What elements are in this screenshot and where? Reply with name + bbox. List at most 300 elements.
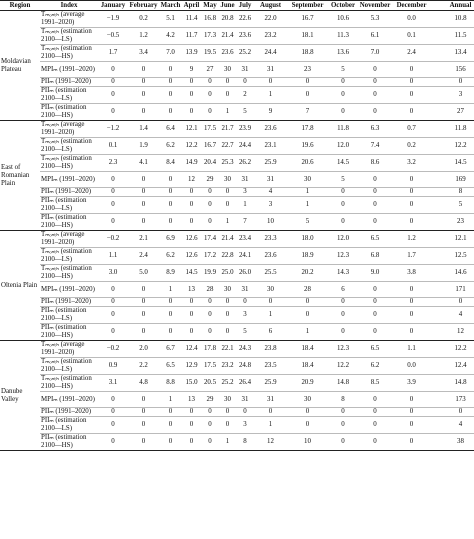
value-cell: 0	[128, 188, 159, 197]
value-cell: 17.5	[201, 121, 219, 138]
index-label: Tₘₒₙₜₕ (average 1991–2020)	[40, 341, 98, 358]
value-cell: 12.4	[431, 358, 474, 375]
value-cell: 18.4	[287, 341, 328, 358]
value-cell: 0	[98, 188, 128, 197]
value-cell: 2.4	[128, 248, 159, 265]
value-cell: 24.4	[236, 138, 254, 155]
value-cell: 23.9	[236, 121, 254, 138]
table-row	[0, 408, 474, 417]
value-cell: 5	[236, 104, 254, 121]
value-cell: 0	[219, 324, 236, 341]
table-row	[0, 87, 474, 104]
value-cell: 0	[287, 307, 328, 324]
column-header: January	[98, 1, 128, 11]
value-cell: 0	[98, 62, 128, 78]
value-cell: 14.5	[328, 155, 358, 172]
value-cell: 25.3	[219, 155, 236, 172]
value-cell: 25.2	[219, 375, 236, 392]
index-label: PIIₘ (estimation 2100—HS)	[40, 434, 98, 451]
value-cell: 0	[358, 78, 392, 87]
value-cell: 13.9	[182, 45, 201, 62]
value-cell: 11.8	[328, 121, 358, 138]
index-label: PIIₘ (estimation 2100—HS)	[40, 104, 98, 121]
value-cell: 25.0	[219, 265, 236, 282]
value-cell: 20.6	[287, 155, 328, 172]
value-cell: 0	[392, 87, 431, 104]
value-cell: 18.0	[287, 231, 328, 248]
value-cell: 0	[219, 87, 236, 104]
value-cell: 26.0	[236, 265, 254, 282]
table-row	[0, 248, 474, 265]
value-cell: 16.8	[201, 11, 219, 28]
value-cell: 6.2	[159, 248, 182, 265]
value-cell: 4.1	[128, 155, 159, 172]
index-label: MPIₘ (1991–2020)	[40, 392, 98, 408]
value-cell: 0	[98, 417, 128, 434]
value-cell: 20.9	[287, 375, 328, 392]
value-cell: 0	[328, 197, 358, 214]
column-header: July	[236, 1, 254, 11]
value-cell: 23.4	[236, 231, 254, 248]
value-cell: 0	[287, 298, 328, 307]
value-cell: 0	[219, 408, 236, 417]
table-row	[0, 62, 474, 78]
table-body	[0, 11, 474, 451]
value-cell: 30	[287, 172, 328, 188]
value-cell: 0	[328, 104, 358, 121]
value-cell: 0	[159, 434, 182, 451]
value-cell: 0	[287, 78, 328, 87]
value-cell: 17.8	[201, 341, 219, 358]
value-cell: 2.3	[98, 155, 128, 172]
value-cell: 0	[236, 78, 254, 87]
value-cell: 0	[159, 87, 182, 104]
value-cell: 18.8	[287, 45, 328, 62]
value-cell: 0	[128, 298, 159, 307]
column-header: September	[287, 1, 328, 11]
value-cell: 6	[254, 324, 287, 341]
table-row	[0, 307, 474, 324]
value-cell: 1	[287, 188, 328, 197]
value-cell: 0	[128, 324, 159, 341]
value-cell: 0	[392, 307, 431, 324]
value-cell: 3.1	[98, 375, 128, 392]
value-cell: 0	[328, 408, 358, 417]
column-header: August	[254, 1, 287, 11]
value-cell: 0	[287, 408, 328, 417]
value-cell: 3.2	[392, 155, 431, 172]
index-label: PIIₘ (estimation 2100—HS)	[40, 324, 98, 341]
value-cell: 12.1	[182, 121, 201, 138]
value-cell: 11.8	[431, 121, 474, 138]
value-cell: 6.5	[358, 341, 392, 358]
value-cell: 12	[254, 434, 287, 451]
value-cell: 5	[328, 62, 358, 78]
value-cell: 12.1	[431, 231, 474, 248]
value-cell: 12.0	[328, 138, 358, 155]
value-cell: 8.8	[159, 375, 182, 392]
value-cell: 0	[98, 307, 128, 324]
value-cell: 22.7	[219, 138, 236, 155]
value-cell: 17.3	[201, 28, 219, 45]
value-cell: 29	[201, 172, 219, 188]
value-cell: 0	[159, 417, 182, 434]
region-name: Danube Valley	[0, 341, 40, 451]
value-cell: 0	[159, 307, 182, 324]
value-cell: 0	[287, 87, 328, 104]
index-label: Tₘₒₙₜₕ (estimation 2100—HS)	[40, 45, 98, 62]
value-cell: 18.9	[287, 248, 328, 265]
value-cell: 24.4	[254, 45, 287, 62]
value-cell: 19.6	[287, 138, 328, 155]
index-label: Tₘₒₙₜₕ (estimation 2100—HS)	[40, 155, 98, 172]
value-cell: 0	[358, 172, 392, 188]
value-cell: 0	[182, 434, 201, 451]
value-cell: 12	[431, 324, 474, 341]
value-cell: 22.8	[219, 248, 236, 265]
value-cell: 0	[128, 172, 159, 188]
value-cell: 7.0	[159, 45, 182, 62]
value-cell: 12	[182, 172, 201, 188]
value-cell: 18.1	[287, 28, 328, 45]
value-cell: 0	[236, 408, 254, 417]
value-cell: 1.9	[128, 138, 159, 155]
value-cell: 156	[431, 62, 474, 78]
value-cell: 0	[159, 408, 182, 417]
table-row	[0, 417, 474, 434]
value-cell: 12.3	[328, 341, 358, 358]
value-cell: −1.9	[98, 11, 128, 28]
column-header: February	[129, 2, 158, 9]
value-cell: 1	[219, 104, 236, 121]
column-header: Annual	[431, 1, 474, 11]
index-label: MPIₘ (1991–2020)	[40, 62, 98, 78]
table-row	[0, 197, 474, 214]
value-cell: 0	[431, 298, 474, 307]
value-cell: 0	[392, 408, 431, 417]
value-cell: 0	[159, 214, 182, 231]
value-cell: 19.5	[201, 45, 219, 62]
value-cell: 23.6	[254, 248, 287, 265]
value-cell: 5.1	[159, 11, 182, 28]
value-cell: 0	[159, 104, 182, 121]
index-label: PIIₘ (estimation 2100—LS)	[40, 417, 98, 434]
value-cell: 0	[392, 78, 431, 87]
value-cell: 1	[159, 392, 182, 408]
value-cell: 30	[219, 62, 236, 78]
value-cell: 11.5	[431, 28, 474, 45]
value-cell: 1	[254, 87, 287, 104]
value-cell: 0	[392, 282, 431, 298]
value-cell: 173	[431, 392, 474, 408]
value-cell: 0	[328, 188, 358, 197]
value-cell: 21.7	[219, 121, 236, 138]
value-cell: 20.8	[219, 11, 236, 28]
region-name: Moldavian Plateau	[0, 11, 40, 121]
value-cell: 0	[219, 197, 236, 214]
value-cell: 0	[128, 214, 159, 231]
value-cell: 1	[287, 324, 328, 341]
value-cell: 3	[254, 197, 287, 214]
value-cell: 0	[328, 324, 358, 341]
value-cell: 1.7	[392, 248, 431, 265]
value-cell: 0	[392, 324, 431, 341]
value-cell: 1	[254, 307, 287, 324]
value-cell: 6.2	[358, 358, 392, 375]
value-cell: −0.5	[98, 28, 128, 45]
value-cell: 2.1	[128, 231, 159, 248]
table-row	[0, 78, 474, 87]
value-cell: 0	[431, 408, 474, 417]
value-cell: 6.8	[358, 248, 392, 265]
table-row	[0, 375, 474, 392]
value-cell: 12.9	[182, 358, 201, 375]
value-cell: 0	[98, 87, 128, 104]
value-cell: 169	[431, 172, 474, 188]
value-cell: 29	[201, 392, 219, 408]
index-label: Tₘₒₙₜₕ (average 1991–2020)	[40, 121, 98, 138]
value-cell: 23.2	[254, 28, 287, 45]
value-cell: 0	[219, 298, 236, 307]
value-cell: 0	[392, 172, 431, 188]
value-cell: 16.7	[287, 11, 328, 28]
value-cell: 1.7	[98, 45, 128, 62]
value-cell: 0	[201, 307, 219, 324]
value-cell: 0	[236, 298, 254, 307]
value-cell: 0	[159, 298, 182, 307]
index-label: PIIₘ (estimation 2100—LS)	[40, 197, 98, 214]
table-row	[0, 11, 474, 28]
value-cell: 0	[128, 62, 159, 78]
value-cell: 30	[219, 392, 236, 408]
value-cell: 38	[431, 434, 474, 451]
table-row	[0, 282, 474, 298]
value-cell: 0	[392, 62, 431, 78]
value-cell: 0	[254, 298, 287, 307]
value-cell: 0	[98, 214, 128, 231]
value-cell: 0	[219, 417, 236, 434]
value-cell: 14.6	[431, 265, 474, 282]
value-cell: 3	[431, 87, 474, 104]
value-cell: 2.4	[392, 45, 431, 62]
value-cell: 10.8	[431, 11, 474, 28]
table-row	[0, 155, 474, 172]
value-cell: 6.1	[358, 28, 392, 45]
value-cell: 0	[358, 307, 392, 324]
value-cell: 0	[201, 417, 219, 434]
value-cell: 25.9	[254, 375, 287, 392]
value-cell: 0	[328, 214, 358, 231]
value-cell: 3	[236, 417, 254, 434]
value-cell: 0	[431, 78, 474, 87]
value-cell: 3.0	[98, 265, 128, 282]
value-cell: 0	[98, 392, 128, 408]
value-cell: 4.2	[159, 28, 182, 45]
value-cell: 0	[201, 298, 219, 307]
table-row	[0, 324, 474, 341]
value-cell: 17.4	[201, 231, 219, 248]
value-cell: 0	[98, 172, 128, 188]
value-cell: 0	[328, 417, 358, 434]
value-cell: 13.6	[328, 45, 358, 62]
value-cell: 31	[236, 172, 254, 188]
value-cell: 0	[328, 78, 358, 87]
value-cell: 14.9	[182, 155, 201, 172]
value-cell: 4.8	[128, 375, 159, 392]
table-row	[0, 138, 474, 155]
value-cell: 0	[254, 408, 287, 417]
value-cell: 13	[182, 392, 201, 408]
value-cell: 8.4	[159, 155, 182, 172]
value-cell: 28	[201, 282, 219, 298]
value-cell: 13.4	[431, 45, 474, 62]
value-cell: 0	[219, 78, 236, 87]
value-cell: 23	[431, 214, 474, 231]
value-cell: 0	[328, 87, 358, 104]
value-cell: 23.8	[254, 341, 287, 358]
value-cell: 23.2	[219, 358, 236, 375]
value-cell: 0	[128, 197, 159, 214]
value-cell: 0	[182, 307, 201, 324]
value-cell: 8	[328, 392, 358, 408]
value-cell: 0	[201, 78, 219, 87]
column-header: November	[359, 2, 391, 9]
value-cell: 0	[128, 392, 159, 408]
value-cell: 20.5	[201, 375, 219, 392]
value-cell: 0	[392, 417, 431, 434]
value-cell: 31	[236, 282, 254, 298]
value-cell: 5	[287, 214, 328, 231]
value-cell: 7	[287, 104, 328, 121]
value-cell: 0	[159, 172, 182, 188]
table-row	[0, 392, 474, 408]
value-cell: 1	[254, 417, 287, 434]
value-cell: 0	[182, 104, 201, 121]
value-cell: 0	[358, 282, 392, 298]
column-header: October	[328, 1, 358, 11]
value-cell: 2.0	[128, 341, 159, 358]
value-cell: 17.2	[201, 248, 219, 265]
value-cell: 0	[182, 188, 201, 197]
value-cell: 12.2	[328, 358, 358, 375]
value-cell: 12.3	[328, 248, 358, 265]
value-cell: 0	[392, 104, 431, 121]
value-cell: 0	[201, 87, 219, 104]
value-cell: 6	[328, 282, 358, 298]
value-cell: 1.2	[392, 231, 431, 248]
index-label: PIIₘ (estimation 2100—LS)	[40, 307, 98, 324]
column-header: March	[160, 2, 181, 9]
table-row	[0, 298, 474, 307]
table-row	[0, 172, 474, 188]
index-label: PIIₘ (1991–2020)	[40, 408, 98, 417]
value-cell: 20.2	[287, 265, 328, 282]
value-cell: 17.8	[287, 121, 328, 138]
value-cell: 0	[219, 307, 236, 324]
column-header: May	[201, 1, 219, 11]
index-label: Tₘₒₙₜₕ (average 1991–2020)	[40, 11, 98, 28]
value-cell: 0	[128, 307, 159, 324]
value-cell: 31	[254, 172, 287, 188]
index-label: Tₘₒₙₜₕ (estimation 2100—HS)	[40, 265, 98, 282]
value-cell: 0	[358, 392, 392, 408]
value-cell: 6.5	[358, 231, 392, 248]
value-cell: 24.3	[236, 341, 254, 358]
value-cell: 0	[182, 87, 201, 104]
value-cell: 9	[254, 104, 287, 121]
column-header: Region	[0, 1, 40, 11]
value-cell: 17.5	[201, 358, 219, 375]
index-label: Tₘₒₙₜₕ (estimation 2100—LS)	[40, 358, 98, 375]
value-cell: 2.2	[128, 358, 159, 375]
value-cell: 0	[358, 408, 392, 417]
value-cell: 4	[254, 188, 287, 197]
value-cell: 2	[236, 87, 254, 104]
header-row	[0, 1, 474, 11]
value-cell: 0	[159, 62, 182, 78]
value-cell: 5	[431, 197, 474, 214]
value-cell: 0	[128, 104, 159, 121]
value-cell: 1.4	[128, 121, 159, 138]
value-cell: 0	[287, 417, 328, 434]
value-cell: 27	[201, 62, 219, 78]
value-cell: 6.3	[358, 121, 392, 138]
value-cell: 0.9	[98, 358, 128, 375]
value-cell: 12.2	[182, 138, 201, 155]
value-cell: 31	[254, 62, 287, 78]
index-label: PIIₘ (estimation 2100—HS)	[40, 214, 98, 231]
value-cell: 25.9	[254, 155, 287, 172]
index-label: PIIₘ (1991–2020)	[40, 298, 98, 307]
value-cell: 6.9	[159, 231, 182, 248]
value-cell: 5	[236, 324, 254, 341]
index-label: Tₘₒₙₜₕ (estimation 2100—HS)	[40, 375, 98, 392]
table-row	[0, 214, 474, 231]
value-cell: 0	[392, 188, 431, 197]
value-cell: 0	[201, 324, 219, 341]
value-cell: 0	[182, 197, 201, 214]
value-cell: 26.2	[236, 155, 254, 172]
value-cell: 0	[358, 62, 392, 78]
value-cell: 7	[236, 214, 254, 231]
value-cell: 8	[431, 188, 474, 197]
value-cell: 30	[219, 172, 236, 188]
value-cell: 0	[201, 188, 219, 197]
value-cell: 1.1	[392, 341, 431, 358]
value-cell: 0	[201, 214, 219, 231]
value-cell: 16.7	[201, 138, 219, 155]
value-cell: 25.2	[236, 45, 254, 62]
value-cell: 0	[182, 214, 201, 231]
value-cell: 0	[201, 197, 219, 214]
table-row	[0, 341, 474, 358]
value-cell: 6.7	[159, 341, 182, 358]
value-cell: 0	[98, 197, 128, 214]
value-cell: 0	[98, 282, 128, 298]
value-cell: 171	[431, 282, 474, 298]
value-cell: 0	[182, 417, 201, 434]
value-cell: 23.3	[254, 231, 287, 248]
column-header: December	[392, 1, 431, 11]
value-cell: 31	[236, 392, 254, 408]
value-cell: 9.0	[358, 265, 392, 282]
index-label: MPIₘ (1991–2020)	[40, 172, 98, 188]
value-cell: 1	[287, 197, 328, 214]
value-cell: 12.4	[182, 341, 201, 358]
value-cell: 3	[236, 307, 254, 324]
value-cell: 31	[254, 392, 287, 408]
value-cell: 31	[236, 62, 254, 78]
